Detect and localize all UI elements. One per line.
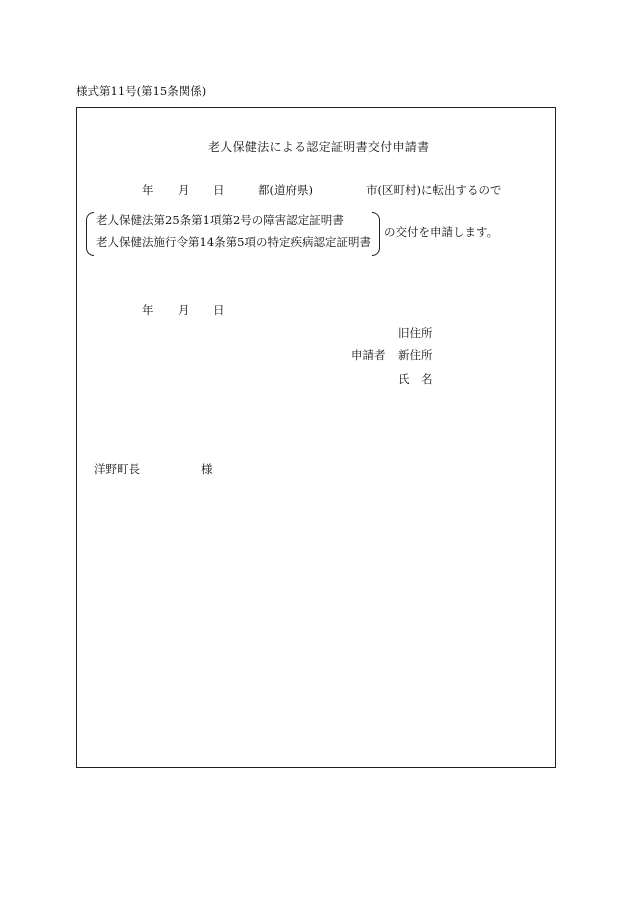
transfer-city-label: 市(区町村)に転出するので <box>366 183 502 197</box>
right-bracket <box>372 212 380 256</box>
transfer-day-label: 日 <box>213 183 225 197</box>
transfer-month-label: 月 <box>178 183 190 197</box>
transfer-prefecture-label: 都(道府県) <box>258 183 313 197</box>
new-address-label: 新住所 <box>398 348 433 362</box>
certificate-option-specified-disease: 老人保健法施行令第14条第5項の特定疾病認定証明書 <box>96 235 371 249</box>
name-label: 氏 名 <box>398 372 433 386</box>
application-year-label: 年 <box>142 303 154 317</box>
certificate-option-disability: 老人保健法第25条第1項第2号の障害認定証明書 <box>96 213 344 227</box>
application-day-label: 日 <box>213 303 225 317</box>
left-bracket <box>86 212 94 256</box>
addressee-office: 洋野町長 <box>94 462 140 476</box>
form-frame <box>76 107 556 768</box>
form-title: 老人保健法による認定証明書交付申請書 <box>208 140 430 154</box>
applicant-label: 申請者 <box>351 348 386 362</box>
old-address-label: 旧住所 <box>398 326 433 340</box>
transfer-year-label: 年 <box>142 183 154 197</box>
addressee-honorific: 様 <box>201 462 213 476</box>
form-number: 様式第11号(第15条関係) <box>76 84 207 98</box>
application-month-label: 月 <box>178 303 190 317</box>
certificate-request-text: の交付を申請します。 <box>384 225 499 239</box>
